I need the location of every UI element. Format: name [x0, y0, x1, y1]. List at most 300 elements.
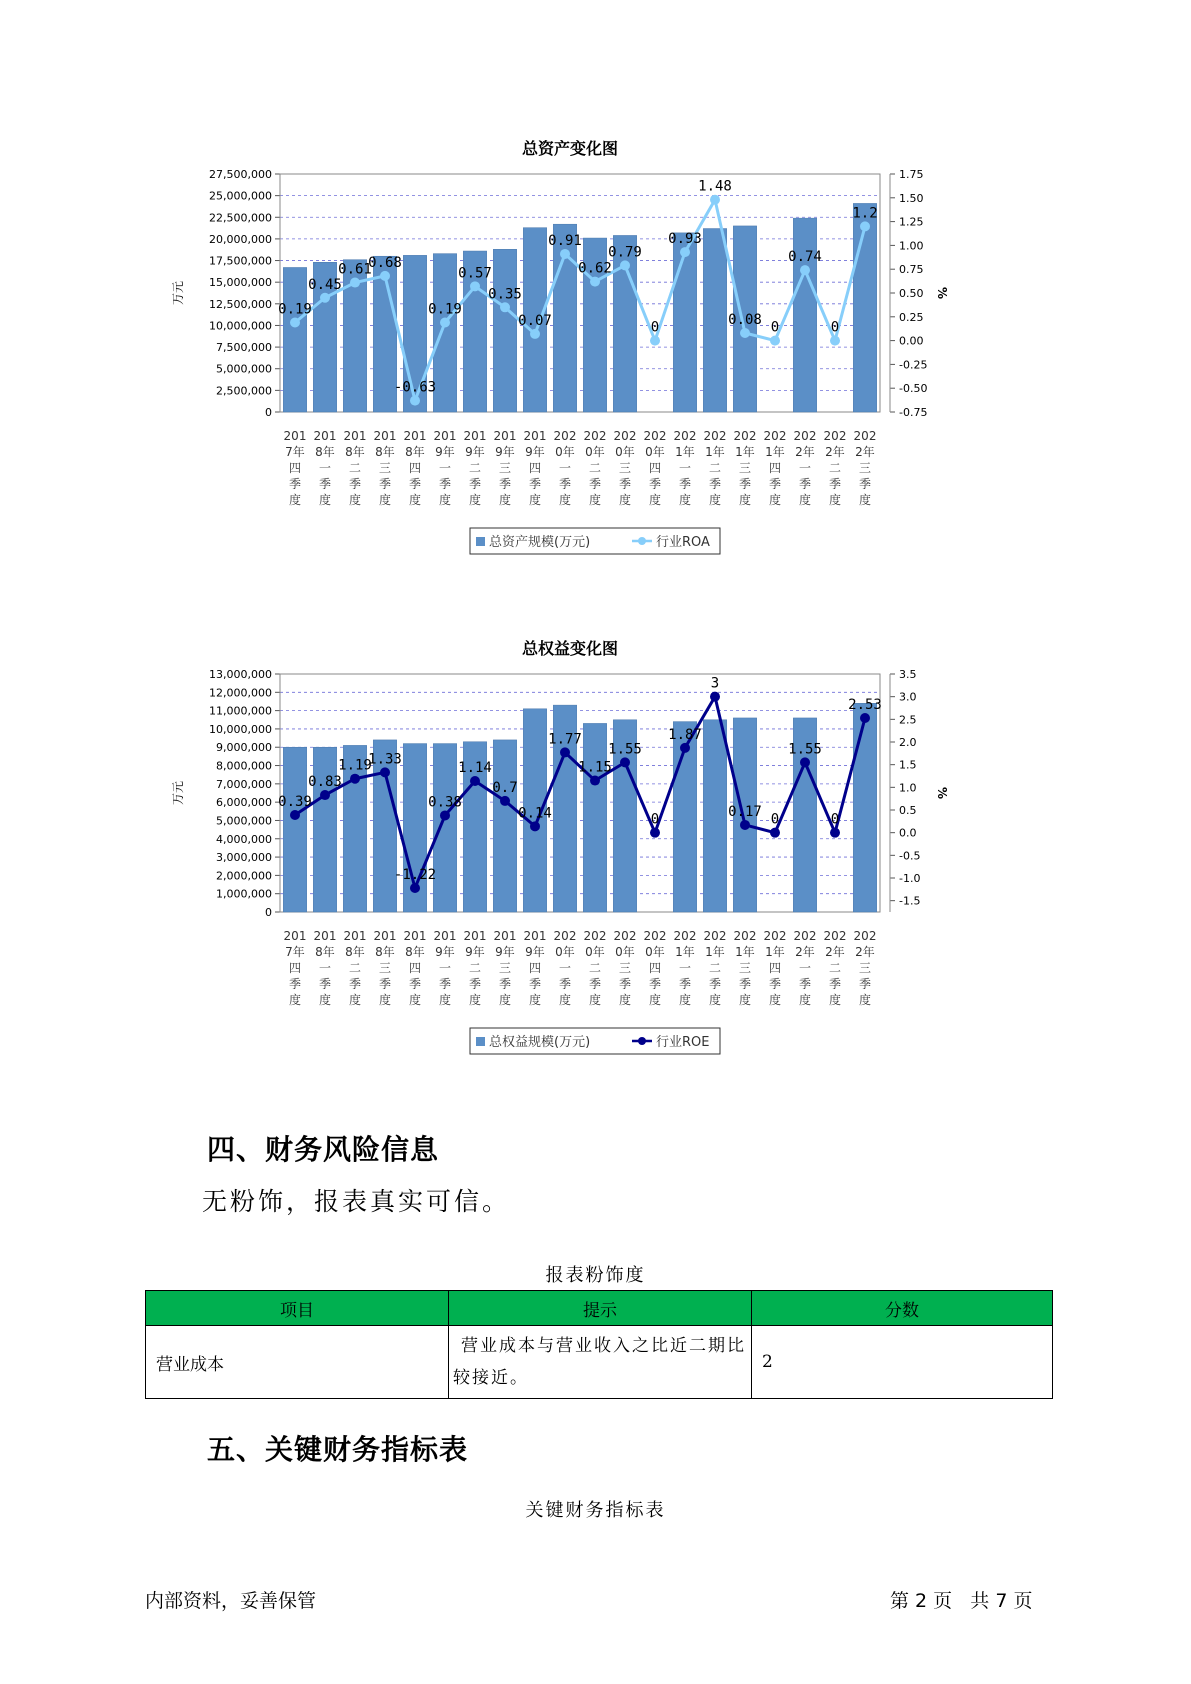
x-tick-label: 2年	[825, 445, 845, 459]
x-tick-label: 度	[588, 993, 602, 1007]
x-tick-label: 季	[828, 977, 842, 991]
x-tick-label: 202	[583, 429, 607, 443]
line-point	[770, 336, 780, 346]
x-tick-label: 202	[703, 929, 727, 943]
key-indicators-caption: 关键财务指标表	[525, 1500, 666, 1521]
x-tick-label: 1年	[735, 945, 755, 959]
x-tick-label: 季	[348, 477, 362, 491]
x-tick-label: 度	[528, 493, 542, 507]
y-right-tick-label: -0.50	[899, 382, 928, 396]
x-tick-label: 季	[858, 977, 872, 991]
x-tick-label: 度	[648, 493, 662, 507]
x-tick-label: 季	[618, 977, 632, 991]
x-tick-label: 2年	[795, 945, 815, 959]
x-tick-label: 2年	[825, 945, 845, 959]
x-tick-label: 季	[318, 977, 332, 991]
x-tick-label: 三	[498, 461, 512, 475]
plot-frame	[280, 174, 880, 412]
x-tick-label: 0年	[615, 945, 635, 959]
y-left-tick-label: 9,000,000	[216, 741, 272, 755]
y-left-tick-label: 12,000,000	[209, 686, 272, 700]
x-tick-label: 度	[708, 493, 722, 507]
bar	[673, 233, 696, 412]
x-tick-label: 季	[558, 977, 572, 991]
legend-bar-label: 总资产规模(万元)	[489, 535, 591, 550]
y-left-tick-label: 5,000,000	[216, 814, 272, 828]
x-tick-label: 202	[763, 929, 787, 943]
x-tick-label: 二	[348, 461, 362, 475]
x-tick-label: 四	[648, 961, 662, 975]
line-point	[590, 776, 600, 786]
x-tick-label: 四	[528, 461, 542, 475]
bar	[853, 203, 876, 412]
y-right-tick-label: 2.0	[899, 736, 917, 749]
data-label: 0.14	[518, 805, 552, 822]
y-right-tick-label: 3.0	[899, 690, 917, 704]
table-row	[146, 1326, 1053, 1399]
x-tick-label: 201	[343, 429, 367, 443]
y-left-tick-label: 7,500,000	[216, 341, 272, 355]
x-tick-label: 季	[378, 977, 392, 991]
line-point	[620, 260, 630, 270]
x-tick-label: 二	[828, 461, 842, 475]
x-tick-label: 季	[678, 977, 692, 991]
data-label: 0.7	[492, 779, 518, 796]
x-tick-label: 二	[708, 961, 722, 975]
line-point	[290, 810, 300, 820]
total-equity-chart-svg	[170, 640, 970, 1100]
legend-line-label: 行业ROE	[656, 1035, 710, 1050]
x-tick-label: 202	[793, 429, 817, 443]
x-tick-label: 季	[618, 477, 632, 491]
bar	[313, 747, 336, 912]
x-tick-label: 度	[768, 993, 782, 1007]
y-left-tick-label: 0	[265, 406, 272, 419]
x-tick-label: 9年	[465, 945, 485, 959]
x-tick-label: 度	[618, 493, 632, 507]
data-label: 1.19	[338, 757, 372, 774]
x-tick-label: 季	[378, 477, 392, 491]
x-tick-label: 202	[613, 429, 637, 443]
x-tick-label: 202	[613, 929, 637, 943]
x-tick-label: 度	[678, 993, 692, 1007]
bar	[493, 740, 516, 912]
total-assets-chart-svg	[170, 140, 970, 600]
x-tick-label: 202	[643, 929, 667, 943]
x-tick-label: 7年	[285, 945, 305, 959]
data-label: 0.74	[788, 249, 822, 266]
data-label: 0.38	[428, 794, 462, 811]
x-tick-label: 季	[738, 477, 752, 491]
x-tick-label: 8年	[315, 945, 335, 959]
line-point	[560, 747, 570, 757]
bar	[493, 249, 516, 412]
x-tick-label: 一	[318, 961, 332, 975]
x-tick-label: 三	[378, 461, 392, 475]
data-label: 1.48	[698, 178, 732, 195]
x-tick-label: 二	[468, 961, 482, 975]
x-tick-label: 四	[288, 461, 302, 475]
line-point	[650, 828, 660, 838]
x-tick-label: 三	[618, 461, 632, 475]
bar	[583, 723, 606, 912]
y-right-tick-label: 0.25	[899, 310, 924, 324]
x-tick-label: 201	[493, 429, 517, 443]
x-tick-label: 季	[858, 477, 872, 491]
x-tick-label: 201	[463, 429, 487, 443]
x-tick-label: 202	[553, 929, 577, 943]
y-left-tick-label: 22,500,000	[209, 211, 272, 225]
x-tick-label: 一	[798, 461, 812, 475]
line-point	[380, 767, 390, 777]
x-tick-label: 一	[558, 461, 572, 475]
x-tick-label: 度	[768, 493, 782, 507]
footer-page-number: 第 2 页 共 7 页	[890, 1590, 1033, 1612]
x-tick-label: 度	[648, 993, 662, 1007]
x-tick-label: 度	[348, 493, 362, 507]
x-tick-label: 度	[468, 993, 482, 1007]
x-tick-label: 度	[738, 493, 752, 507]
x-tick-label: 9年	[525, 945, 545, 959]
y-left-tick-label: 10,000,000	[209, 319, 272, 333]
bar	[703, 229, 726, 412]
data-label: 0	[830, 319, 840, 336]
data-label: 0.19	[278, 301, 312, 318]
x-tick-label: 二	[708, 461, 722, 475]
y-left-tick-label: 3,000,000	[216, 851, 272, 865]
data-label: 0	[650, 811, 660, 828]
x-tick-label: 度	[408, 993, 422, 1007]
x-tick-label: 季	[738, 977, 752, 991]
y-left-tick-label: 20,000,000	[209, 232, 272, 246]
x-tick-label: 9年	[525, 445, 545, 459]
x-tick-label: 202	[583, 929, 607, 943]
x-tick-label: 度	[798, 993, 812, 1007]
line-point	[290, 318, 300, 328]
y-left-tick-label: 12,500,000	[209, 297, 272, 311]
x-tick-label: 度	[288, 993, 302, 1007]
y-left-tick-label: 25,000,000	[209, 189, 272, 203]
x-tick-label: 度	[708, 993, 722, 1007]
line-point	[350, 774, 360, 784]
line-point	[440, 810, 450, 820]
x-tick-label: 三	[498, 961, 512, 975]
x-tick-label: 202	[853, 929, 877, 943]
x-tick-label: 1年	[735, 445, 755, 459]
x-tick-label: 度	[528, 993, 542, 1007]
line-point	[710, 692, 720, 702]
x-tick-label: 202	[733, 429, 757, 443]
y-left-axis-title: 万元	[171, 280, 185, 306]
data-label: 2.53	[848, 696, 882, 713]
x-tick-label: 度	[378, 993, 392, 1007]
x-tick-label: 二	[588, 461, 602, 475]
y-right-tick-label: 3.5	[899, 668, 917, 681]
line-point	[650, 336, 660, 346]
x-tick-label: 一	[438, 461, 452, 475]
x-tick-label: 202	[823, 429, 847, 443]
x-tick-label: 度	[828, 493, 842, 507]
x-tick-label: 季	[468, 477, 482, 491]
data-label: 0	[770, 319, 780, 336]
x-tick-label: 度	[438, 493, 452, 507]
legend-line-marker	[638, 1037, 646, 1045]
x-tick-label: 0年	[585, 445, 605, 459]
x-tick-label: 四	[408, 961, 422, 975]
x-tick-label: 度	[858, 493, 872, 507]
x-tick-label: 201	[493, 929, 517, 943]
y-right-tick-label: 1.00	[899, 239, 924, 253]
x-tick-label: 202	[553, 429, 577, 443]
x-tick-label: 0年	[645, 945, 665, 959]
x-tick-label: 三	[738, 961, 752, 975]
total-equity-chart	[170, 640, 970, 1100]
x-tick-label: 三	[738, 461, 752, 475]
x-tick-label: 1年	[765, 445, 785, 459]
line-point	[470, 281, 480, 291]
bar	[433, 254, 456, 412]
x-tick-label: 201	[463, 929, 487, 943]
x-tick-label: 1年	[765, 945, 785, 959]
data-label: 1.77	[548, 731, 582, 748]
data-label: 0	[650, 319, 660, 336]
x-tick-label: 四	[768, 461, 782, 475]
line-point	[860, 221, 870, 231]
x-tick-label: 季	[348, 977, 362, 991]
x-tick-label: 201	[343, 929, 367, 943]
x-tick-label: 201	[313, 929, 337, 943]
risk-table-header-row	[146, 1291, 1053, 1326]
x-tick-label: 201	[523, 429, 547, 443]
data-label: 0.45	[308, 276, 342, 293]
x-tick-label: 二	[828, 961, 842, 975]
line-point	[830, 828, 840, 838]
x-tick-label: 度	[498, 993, 512, 1007]
x-tick-label: 度	[468, 493, 482, 507]
x-tick-label: 季	[678, 477, 692, 491]
x-tick-label: 8年	[345, 445, 365, 459]
x-tick-label: 9年	[435, 945, 455, 959]
data-label: 0	[770, 811, 780, 828]
footer-left: 内部资料，妥善保管	[145, 1590, 317, 1612]
x-tick-label: 三	[858, 461, 872, 475]
x-tick-label: 季	[768, 977, 782, 991]
data-label: 0.61	[338, 261, 372, 278]
x-tick-label: 季	[288, 977, 302, 991]
line-point	[470, 776, 480, 786]
x-tick-label: 度	[498, 493, 512, 507]
x-tick-label: 1年	[675, 945, 695, 959]
x-tick-label: 季	[498, 977, 512, 991]
x-tick-label: 1年	[705, 945, 725, 959]
x-tick-label: 8年	[375, 945, 395, 959]
line-point	[680, 743, 690, 753]
line-point	[350, 278, 360, 288]
x-tick-label: 202	[673, 929, 697, 943]
y-right-axis-title: %	[935, 286, 949, 300]
data-label: 0.93	[668, 231, 702, 248]
x-tick-label: 季	[408, 977, 422, 991]
y-left-tick-label: 7,000,000	[216, 777, 272, 791]
y-right-tick-label: -0.5	[899, 849, 921, 863]
x-tick-label: 9年	[465, 445, 485, 459]
x-tick-label: 9年	[495, 945, 515, 959]
y-left-tick-label: 27,500,000	[209, 168, 272, 181]
legend-line-label: 行业ROA	[656, 535, 710, 550]
x-tick-label: 度	[678, 493, 692, 507]
y-right-tick-label: 0.50	[899, 287, 924, 300]
data-label: -0.63	[393, 379, 437, 396]
bar	[793, 218, 816, 412]
y-left-tick-label: 13,000,000	[209, 668, 272, 681]
x-tick-label: 一	[558, 961, 572, 975]
y-left-tick-label: 8,000,000	[216, 759, 272, 773]
x-tick-label: 季	[438, 477, 452, 491]
y-right-tick-label: 1.75	[899, 168, 924, 181]
line-point	[800, 265, 810, 275]
x-tick-label: 度	[318, 493, 332, 507]
y-left-tick-label: 6,000,000	[216, 796, 272, 810]
y-right-tick-label: 1.25	[899, 215, 924, 229]
x-tick-label: 2年	[795, 445, 815, 459]
x-tick-label: 度	[348, 993, 362, 1007]
x-tick-label: 季	[408, 477, 422, 491]
x-tick-label: 201	[283, 429, 307, 443]
row-score: 2	[752, 1326, 1053, 1399]
x-tick-label: 202	[853, 429, 877, 443]
x-tick-label: 一	[438, 961, 452, 975]
x-tick-label: 2年	[855, 945, 875, 959]
data-label: 1.15	[578, 759, 612, 776]
data-label: 0.83	[308, 774, 342, 791]
risk-table	[145, 1290, 1053, 1399]
x-tick-label: 201	[403, 929, 427, 943]
data-label: 0.17	[728, 803, 762, 820]
x-tick-label: 2年	[855, 445, 875, 459]
y-right-axis-title: %	[935, 786, 949, 800]
data-label: 0.62	[578, 260, 612, 277]
header-hint: 提示	[449, 1291, 752, 1326]
x-tick-label: 四	[648, 461, 662, 475]
y-left-tick-label: 2,500,000	[216, 384, 272, 398]
line-point	[440, 318, 450, 328]
x-tick-label: 度	[378, 493, 392, 507]
x-tick-label: 四	[528, 961, 542, 975]
x-tick-label: 度	[558, 493, 572, 507]
bar	[853, 703, 876, 912]
y-left-tick-label: 5,000,000	[216, 362, 272, 376]
x-tick-label: 201	[433, 429, 457, 443]
line-point	[590, 277, 600, 287]
line-point	[500, 796, 510, 806]
x-tick-label: 季	[438, 977, 452, 991]
x-tick-label: 0年	[555, 945, 575, 959]
chart-title: 总权益变化图	[521, 640, 619, 658]
header-score: 分数	[752, 1291, 1053, 1326]
line-point	[530, 329, 540, 339]
data-label: 1.87	[668, 726, 702, 743]
x-tick-label: 三	[618, 961, 632, 975]
x-tick-label: 季	[558, 477, 572, 491]
x-tick-label: 202	[733, 929, 757, 943]
x-tick-label: 季	[648, 977, 662, 991]
y-left-axis-title: 万元	[171, 780, 185, 806]
line-point	[740, 820, 750, 830]
line-point	[320, 293, 330, 303]
line-point	[680, 247, 690, 257]
line-point	[530, 821, 540, 831]
x-tick-label: 季	[498, 477, 512, 491]
x-tick-label: 度	[858, 993, 872, 1007]
x-tick-label: 季	[828, 477, 842, 491]
x-tick-label: 度	[738, 993, 752, 1007]
bar	[283, 267, 306, 412]
x-tick-label: 季	[768, 477, 782, 491]
x-tick-label: 季	[318, 477, 332, 491]
data-label: 1.33	[368, 751, 402, 768]
line-point	[500, 302, 510, 312]
data-label: 0.68	[368, 254, 402, 271]
x-tick-label: 季	[708, 977, 722, 991]
y-right-tick-label: 1.50	[899, 191, 924, 205]
line-point	[380, 271, 390, 281]
data-label: -1.22	[393, 866, 437, 883]
total-assets-chart	[170, 140, 970, 600]
x-tick-label: 201	[373, 929, 397, 943]
bar	[703, 720, 726, 912]
x-tick-label: 季	[588, 477, 602, 491]
line-point	[740, 328, 750, 338]
y-left-tick-label: 10,000,000	[209, 722, 272, 736]
x-tick-label: 8年	[345, 945, 365, 959]
x-tick-label: 三	[858, 961, 872, 975]
data-label: 0.08	[728, 311, 762, 328]
x-tick-label: 季	[798, 977, 812, 991]
data-label: 0.91	[548, 232, 582, 249]
y-left-tick-label: 15,000,000	[209, 276, 272, 290]
data-label: 0.39	[278, 793, 312, 810]
bar	[433, 744, 456, 912]
y-right-tick-label: 0.75	[899, 263, 924, 277]
x-tick-label: 8年	[315, 445, 335, 459]
line-point	[620, 757, 630, 767]
data-label: 0.19	[428, 301, 462, 318]
y-right-tick-label: 1.0	[899, 781, 917, 795]
x-tick-label: 三	[378, 961, 392, 975]
data-label: 0.57	[458, 265, 492, 282]
x-tick-label: 0年	[645, 445, 665, 459]
x-tick-label: 202	[793, 929, 817, 943]
x-tick-label: 0年	[615, 445, 635, 459]
data-label: 1.2	[852, 205, 878, 222]
legend-line-marker	[638, 537, 646, 545]
y-left-tick-label: 4,000,000	[216, 832, 272, 846]
x-tick-label: 8年	[375, 445, 395, 459]
bar	[283, 747, 306, 912]
y-left-tick-label: 2,000,000	[216, 869, 272, 883]
data-label: 0.35	[488, 286, 522, 303]
line-point	[320, 790, 330, 800]
y-right-tick-label: 1.5	[899, 758, 917, 772]
x-tick-label: 202	[763, 429, 787, 443]
x-tick-label: 度	[408, 493, 422, 507]
y-right-tick-label: 0.0	[899, 826, 917, 840]
y-left-tick-label: 0	[265, 906, 272, 919]
x-tick-label: 季	[708, 477, 722, 491]
x-tick-label: 202	[823, 929, 847, 943]
x-tick-label: 1年	[705, 445, 725, 459]
line-point	[410, 883, 420, 893]
